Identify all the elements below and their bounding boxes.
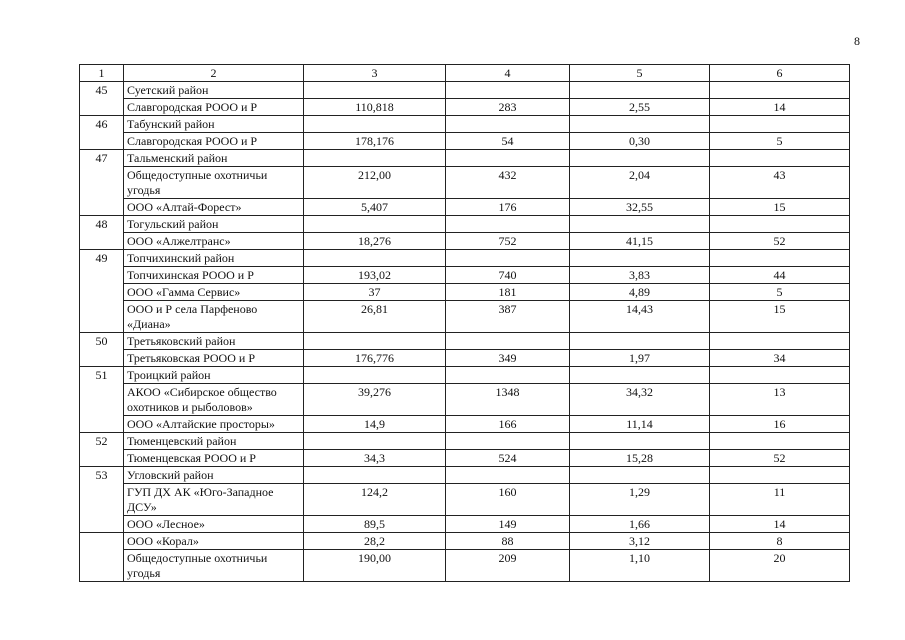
value-col5-cell: 11,14: [570, 416, 710, 433]
value-col5-cell: 1,66: [570, 516, 710, 533]
value-col6-cell: 52: [710, 233, 850, 250]
value-col3-cell: 190,00: [304, 550, 446, 582]
value-col4-cell: 524: [446, 450, 570, 467]
value-col6-cell: 11: [710, 484, 850, 516]
value-col3-cell: 212,00: [304, 167, 446, 199]
table-row: [80, 167, 850, 199]
value-col4-cell: 166: [446, 416, 570, 433]
value-col4-cell: [446, 82, 570, 99]
value-col3-cell: 124,2: [304, 484, 446, 516]
value-col4-cell: 176: [446, 199, 570, 216]
table-row: [80, 82, 850, 99]
value-col5-cell: [570, 333, 710, 350]
value-col5-cell: 2,04: [570, 167, 710, 199]
value-col3-cell: [304, 116, 446, 133]
row-number-cell: 53: [80, 467, 124, 533]
value-col6-cell: [710, 333, 850, 350]
table-row: [80, 550, 850, 582]
value-col5-cell: [570, 216, 710, 233]
column-header: 4: [446, 65, 570, 82]
value-col4-cell: 54: [446, 133, 570, 150]
value-col6-cell: [710, 467, 850, 484]
value-col3-cell: [304, 367, 446, 384]
table-row: [80, 384, 850, 416]
value-col6-cell: [710, 250, 850, 267]
row-name-cell: Тальменский район: [124, 150, 304, 167]
table-row: [80, 250, 850, 267]
value-col3-cell: [304, 82, 446, 99]
row-name-cell: Угловский район: [124, 467, 304, 484]
page-number: 8: [854, 34, 860, 48]
value-col6-cell: 15: [710, 301, 850, 333]
value-col5-cell: 34,32: [570, 384, 710, 416]
row-number-cell: 45: [80, 82, 124, 116]
row-name-cell: Третьяковский район: [124, 333, 304, 350]
row-name-cell: Третьяковская РООО и Р: [124, 350, 304, 367]
value-col5-cell: 14,43: [570, 301, 710, 333]
value-col4-cell: [446, 467, 570, 484]
row-name-cell: ООО «Корал»: [124, 533, 304, 550]
value-col4-cell: 181: [446, 284, 570, 301]
column-number-row: [80, 65, 850, 82]
value-col3-cell: 110,818: [304, 99, 446, 116]
table-row: [80, 133, 850, 150]
value-col5-cell: [570, 82, 710, 99]
value-col3-cell: 34,3: [304, 450, 446, 467]
value-col4-cell: 752: [446, 233, 570, 250]
row-name-cell: АКОО «Сибирское общество охотников и рыболовов»: [124, 384, 304, 416]
value-col5-cell: 1,97: [570, 350, 710, 367]
value-col6-cell: [710, 150, 850, 167]
value-col6-cell: 8: [710, 533, 850, 550]
value-col3-cell: 37: [304, 284, 446, 301]
table-row: [80, 516, 850, 533]
row-name-cell: ГУП ДХ АК «Юго-Западное ДСУ»: [124, 484, 304, 516]
row-name-cell: ООО «Лесное»: [124, 516, 304, 533]
value-col4-cell: 1348: [446, 384, 570, 416]
value-col5-cell: 1,10: [570, 550, 710, 582]
value-col3-cell: 18,276: [304, 233, 446, 250]
row-name-cell: ООО «Алжелтранс»: [124, 233, 304, 250]
column-header: 6: [710, 65, 850, 82]
table-row: [80, 199, 850, 216]
row-name-cell: Табунский район: [124, 116, 304, 133]
row-name-cell: Тюменцевский район: [124, 433, 304, 450]
value-col6-cell: 52: [710, 450, 850, 467]
value-col6-cell: [710, 116, 850, 133]
value-col5-cell: 1,29: [570, 484, 710, 516]
table-row: [80, 99, 850, 116]
value-col6-cell: 13: [710, 384, 850, 416]
row-number-cell: 46: [80, 116, 124, 150]
value-col4-cell: 740: [446, 267, 570, 284]
value-col4-cell: 432: [446, 167, 570, 199]
column-header: 2: [124, 65, 304, 82]
value-col6-cell: 16: [710, 416, 850, 433]
value-col3-cell: 178,176: [304, 133, 446, 150]
value-col6-cell: [710, 367, 850, 384]
table-row: [80, 467, 850, 484]
value-col3-cell: [304, 467, 446, 484]
value-col5-cell: 3,12: [570, 533, 710, 550]
row-name-cell: Топчихинская РООО и Р: [124, 267, 304, 284]
value-col5-cell: 2,55: [570, 99, 710, 116]
table-row: [80, 416, 850, 433]
value-col5-cell: 32,55: [570, 199, 710, 216]
value-col6-cell: 20: [710, 550, 850, 582]
value-col6-cell: 43: [710, 167, 850, 199]
value-col4-cell: 283: [446, 99, 570, 116]
table-row: [80, 533, 850, 550]
table-row: [80, 433, 850, 450]
value-col6-cell: [710, 82, 850, 99]
value-col5-cell: 41,15: [570, 233, 710, 250]
hunting-grounds-table: [79, 64, 850, 582]
column-header: 3: [304, 65, 446, 82]
value-col5-cell: [570, 116, 710, 133]
row-name-cell: Общедоступные охотничьи угодья: [124, 167, 304, 199]
value-col4-cell: [446, 150, 570, 167]
value-col4-cell: 349: [446, 350, 570, 367]
value-col3-cell: [304, 150, 446, 167]
row-name-cell: Славгородская РООО и Р: [124, 133, 304, 150]
value-col6-cell: 15: [710, 199, 850, 216]
value-col3-cell: 5,407: [304, 199, 446, 216]
column-header: 1: [80, 65, 124, 82]
value-col3-cell: [304, 333, 446, 350]
value-col5-cell: [570, 250, 710, 267]
row-name-cell: Топчихинский район: [124, 250, 304, 267]
value-col5-cell: [570, 467, 710, 484]
value-col6-cell: 14: [710, 516, 850, 533]
row-number-cell: 47: [80, 150, 124, 216]
table-row: [80, 350, 850, 367]
value-col5-cell: 4,89: [570, 284, 710, 301]
value-col6-cell: 5: [710, 284, 850, 301]
value-col6-cell: 14: [710, 99, 850, 116]
value-col3-cell: 28,2: [304, 533, 446, 550]
value-col4-cell: 88: [446, 533, 570, 550]
table-row: [80, 150, 850, 167]
table-row: [80, 484, 850, 516]
row-name-cell: ООО «Гамма Сервис»: [124, 284, 304, 301]
row-name-cell: Троицкий район: [124, 367, 304, 384]
value-col4-cell: [446, 250, 570, 267]
value-col3-cell: 26,81: [304, 301, 446, 333]
table-row: [80, 233, 850, 250]
value-col6-cell: [710, 433, 850, 450]
value-col5-cell: [570, 150, 710, 167]
table-row: [80, 367, 850, 384]
value-col6-cell: 44: [710, 267, 850, 284]
row-name-cell: Общедоступные охотничьи угодья: [124, 550, 304, 582]
value-col3-cell: 14,9: [304, 416, 446, 433]
row-name-cell: Тогульский район: [124, 216, 304, 233]
value-col6-cell: 5: [710, 133, 850, 150]
value-col5-cell: [570, 433, 710, 450]
value-col3-cell: 176,776: [304, 350, 446, 367]
value-col3-cell: 39,276: [304, 384, 446, 416]
row-name-cell: Тюменцевская РООО и Р: [124, 450, 304, 467]
value-col3-cell: [304, 433, 446, 450]
row-number-cell: 50: [80, 333, 124, 367]
row-name-cell: ООО и Р села Парфеново «Диана»: [124, 301, 304, 333]
value-col3-cell: 89,5: [304, 516, 446, 533]
row-number-cell: [80, 533, 124, 582]
table-row: [80, 216, 850, 233]
value-col3-cell: [304, 216, 446, 233]
value-col4-cell: [446, 367, 570, 384]
row-number-cell: 51: [80, 367, 124, 433]
row-number-cell: 48: [80, 216, 124, 250]
table-row: [80, 301, 850, 333]
value-col4-cell: 160: [446, 484, 570, 516]
value-col4-cell: 209: [446, 550, 570, 582]
value-col4-cell: 387: [446, 301, 570, 333]
row-number-cell: 52: [80, 433, 124, 467]
value-col5-cell: 0,30: [570, 133, 710, 150]
table-row: [80, 116, 850, 133]
column-header: 5: [570, 65, 710, 82]
value-col4-cell: 149: [446, 516, 570, 533]
value-col3-cell: 193,02: [304, 267, 446, 284]
row-name-cell: Славгородская РООО и Р: [124, 99, 304, 116]
value-col4-cell: [446, 216, 570, 233]
value-col5-cell: 3,83: [570, 267, 710, 284]
value-col4-cell: [446, 433, 570, 450]
value-col6-cell: [710, 216, 850, 233]
row-name-cell: ООО «Алтай-Форест»: [124, 199, 304, 216]
table-row: [80, 267, 850, 284]
value-col6-cell: 34: [710, 350, 850, 367]
table-row: [80, 284, 850, 301]
value-col5-cell: [570, 367, 710, 384]
table-row: [80, 450, 850, 467]
row-name-cell: ООО «Алтайские просторы»: [124, 416, 304, 433]
row-name-cell: Суетский район: [124, 82, 304, 99]
table-row: [80, 333, 850, 350]
value-col3-cell: [304, 250, 446, 267]
value-col4-cell: [446, 333, 570, 350]
value-col4-cell: [446, 116, 570, 133]
value-col5-cell: 15,28: [570, 450, 710, 467]
row-number-cell: 49: [80, 250, 124, 333]
